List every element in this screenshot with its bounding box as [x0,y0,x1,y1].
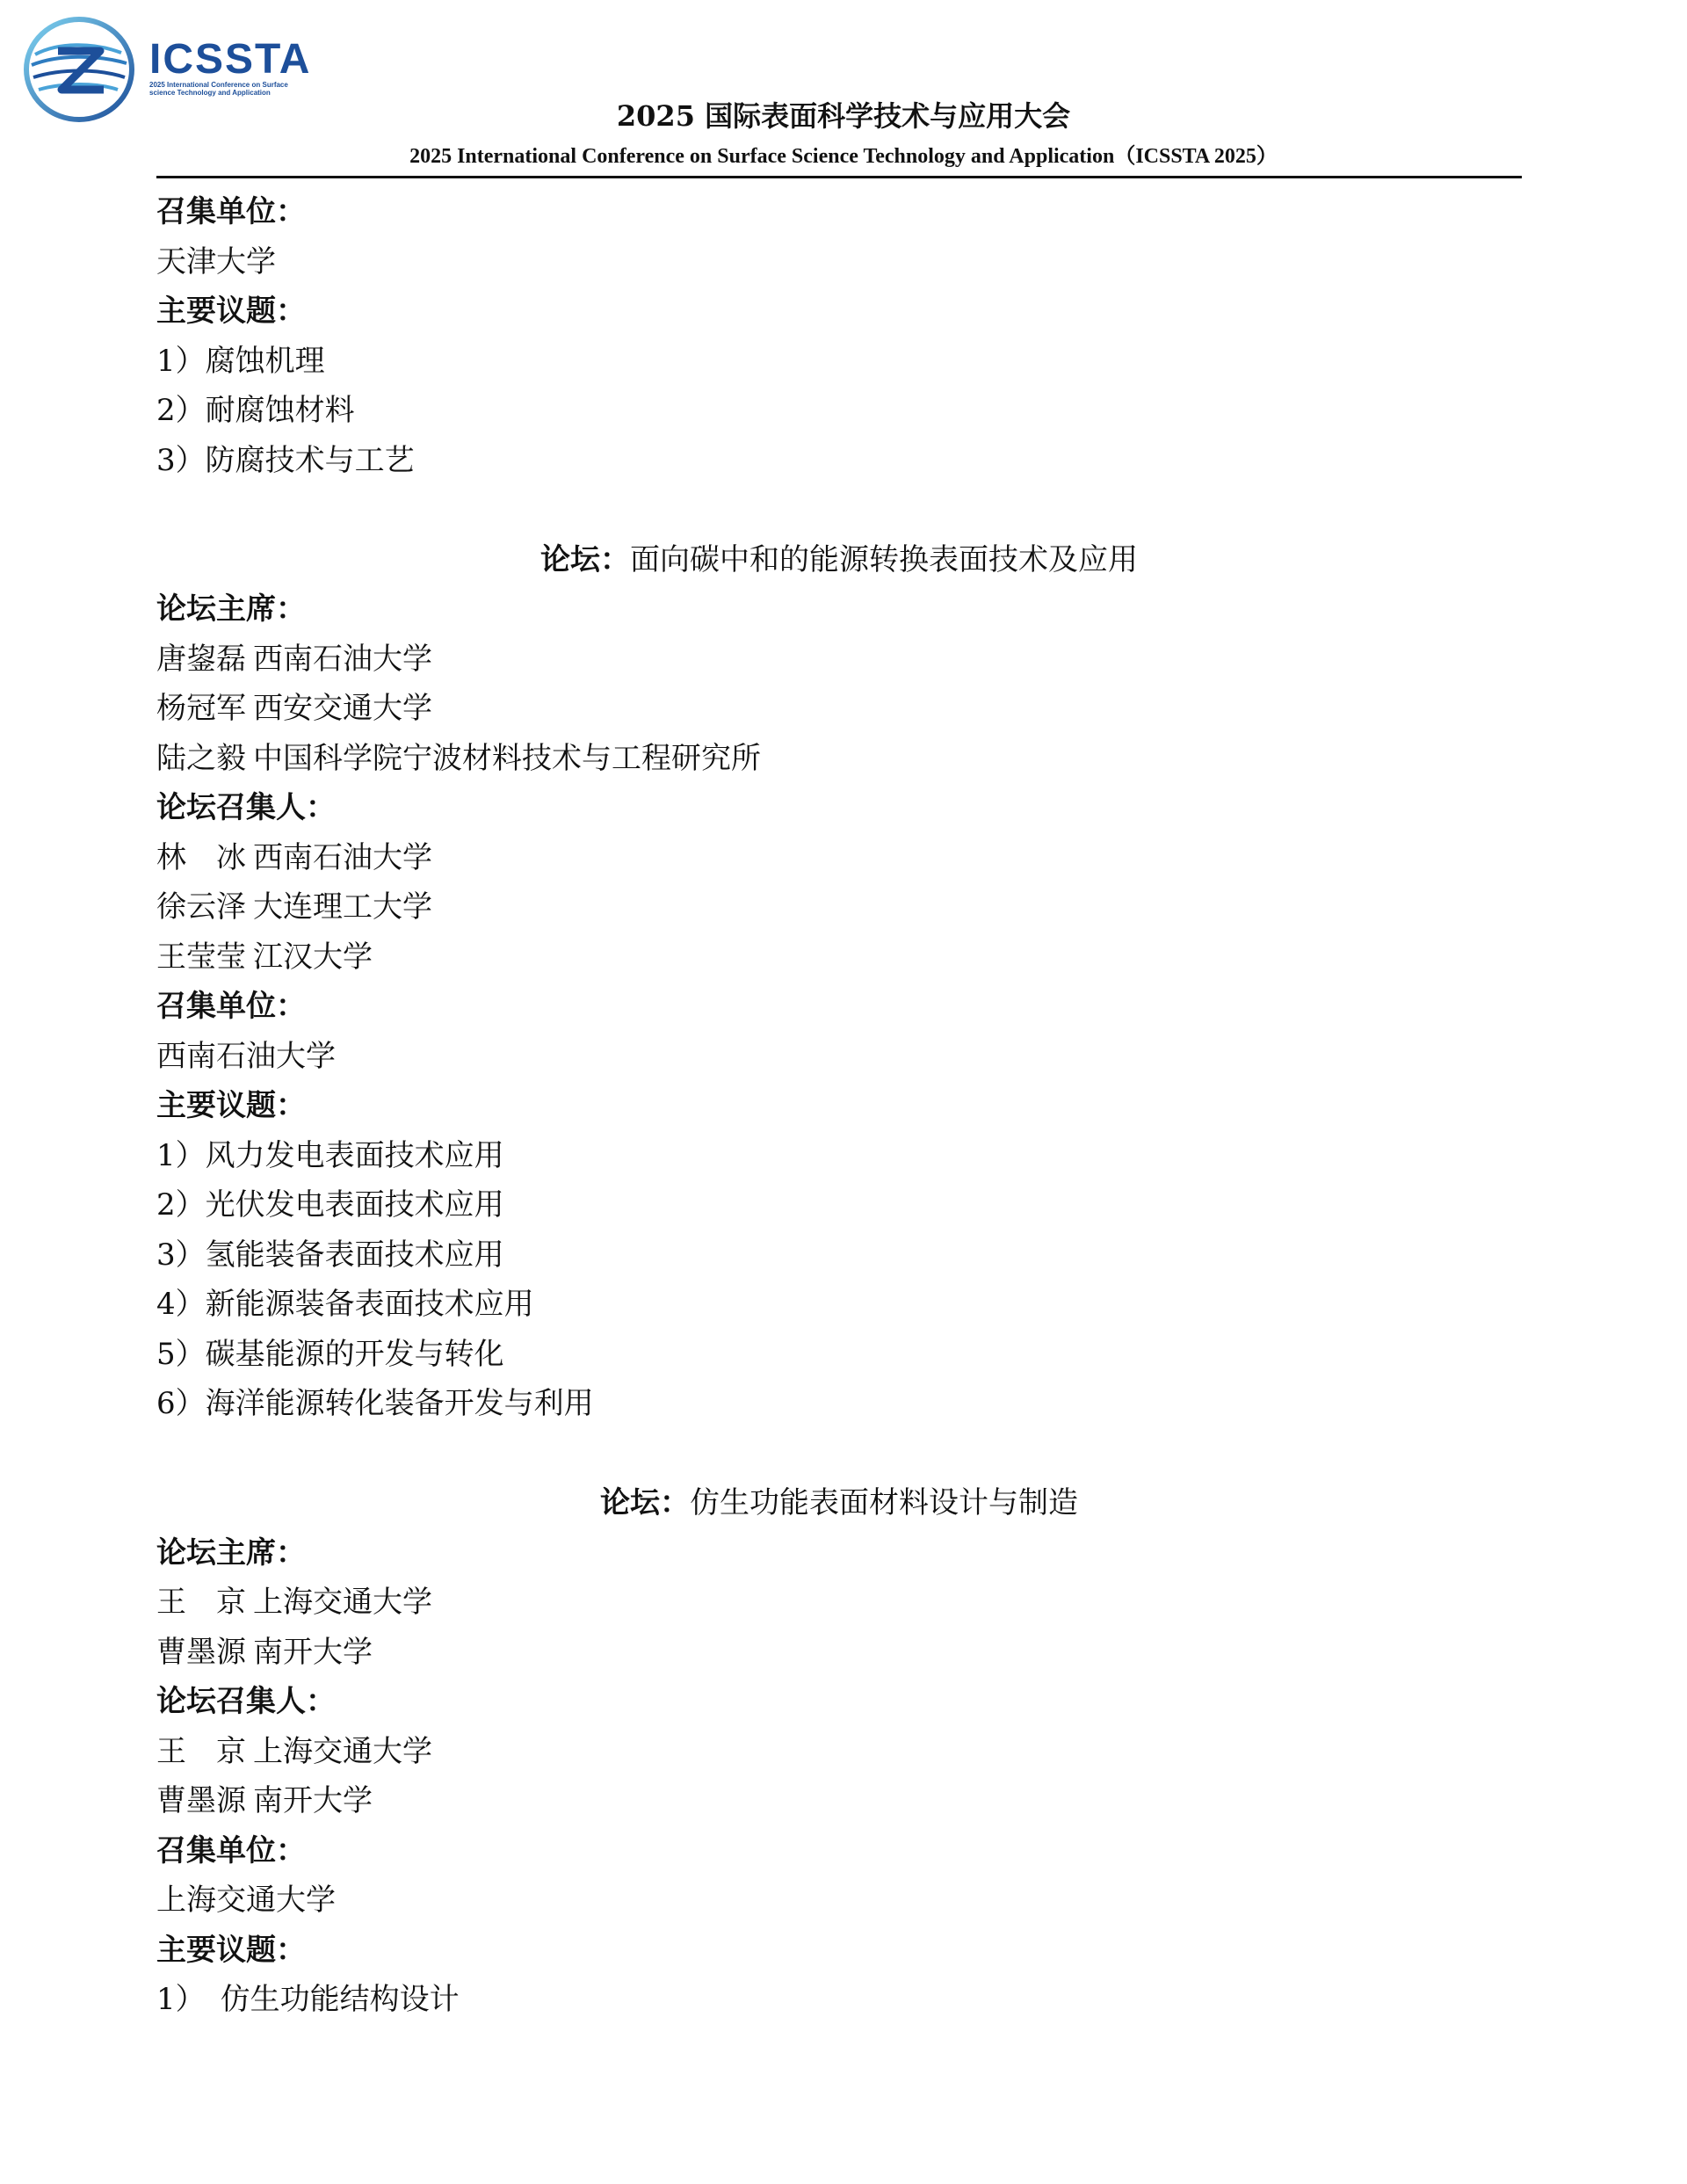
person-row [156,1578,1522,1628]
person-name: 王 京 [156,1585,246,1620]
person-name: 唐鋆磊 [156,641,246,677]
forum-chairs-label: 论坛主席： [156,591,306,627]
person-row [156,1628,1522,1678]
page-header [0,0,1687,185]
logo-tagline-2: science Technology and Application [149,89,271,97]
person-name: 曹墨源 [156,1634,246,1670]
person-row [156,833,1522,883]
person-org: 西南石油大学 [253,839,432,875]
spacer [156,485,1522,535]
topic-item: 2）耐腐蚀材料 [156,393,355,428]
header-divider [156,176,1522,178]
forum-title-text: 面向碳中和的能源转换表面技术及应用 [630,541,1138,577]
convener-unit: 天津大学 [156,243,276,279]
person-row [156,684,1522,734]
conference-title-en: 2025 International Conference on Surface Science Technology and Application（ICSSTA 2025） [409,145,1278,168]
topic-item: 5）碳基能源的开发与转化 [156,1336,504,1372]
topic-item: 4）新能源装备表面技术应用 [156,1287,534,1322]
forum-title [156,535,1522,585]
forum-title-text: 仿生功能表面材料设计与制造 [690,1485,1078,1520]
person-org: 上海交通大学 [253,1733,432,1769]
person-name: 陆之毅 [156,740,246,776]
topic-item: 1） 仿生功能结构设计 [156,1982,460,2017]
person-org: 南开大学 [253,1783,373,1818]
topic-item: 3）氢能装备表面技术应用 [156,1237,504,1273]
forum-conveners-label: 论坛召集人： [156,1684,336,1719]
person-org: 大连理工大学 [253,889,432,925]
topic-item: 1）风力发电表面技术应用 [156,1137,504,1173]
person-name: 王莹莹 [156,939,246,975]
person-org: 中国科学院宁波材料技术与工程研究所 [253,740,761,776]
forum-chairs-label: 论坛主席： [156,1535,306,1571]
person-row [156,1776,1522,1826]
forum-title-label: 论坛： [600,1485,690,1520]
topics-label: 主要议题： [156,294,306,329]
person-org: 南开大学 [253,1634,373,1670]
convener-unit-label: 召集单位： [156,989,306,1024]
person-name: 杨冠军 [156,691,246,726]
person-name: 曹墨源 [156,1783,246,1818]
forum-title [156,1478,1522,1528]
topics-label: 主要议题： [156,1932,306,1968]
person-org: 上海交通大学 [253,1585,432,1620]
logo-text [149,36,334,97]
conference-title-cn: 2025 国际表面科学技术与应用大会 [616,99,1071,133]
topic-item: 2）光伏发电表面技术应用 [156,1187,504,1223]
topics-label: 主要议题： [156,1088,306,1123]
document-body [156,187,1522,2025]
person-row [156,635,1522,685]
convener-unit: 上海交通大学 [156,1883,336,1918]
topic-item: 6）海洋能源转化装备开发与利用 [156,1386,594,1421]
forum-conveners-label: 论坛召集人： [156,790,336,825]
person-name: 王 京 [156,1733,246,1769]
logo-tagline-1: 2025 International Conference on Surface [149,81,288,89]
person-row [156,932,1522,983]
person-name: 林 冰 [156,839,246,875]
person-row [156,734,1522,784]
topic-item: 1）腐蚀机理 [156,343,325,379]
topic-item: 3）防腐技术与工艺 [156,442,415,478]
person-row [156,1727,1522,1777]
spacer [156,1429,1522,1479]
convener-unit-label: 召集单位： [156,1832,306,1868]
convener-unit: 西南石油大学 [156,1038,336,1074]
person-org: 江汉大学 [253,939,373,975]
forum-title-label: 论坛： [540,541,630,577]
person-org: 西南石油大学 [253,641,432,677]
convener-unit-label: 召集单位： [156,194,306,229]
logo-word: ICSSTA [149,36,312,83]
person-name: 徐云泽 [156,889,246,925]
person-row [156,882,1522,932]
person-org: 西安交通大学 [253,691,432,726]
